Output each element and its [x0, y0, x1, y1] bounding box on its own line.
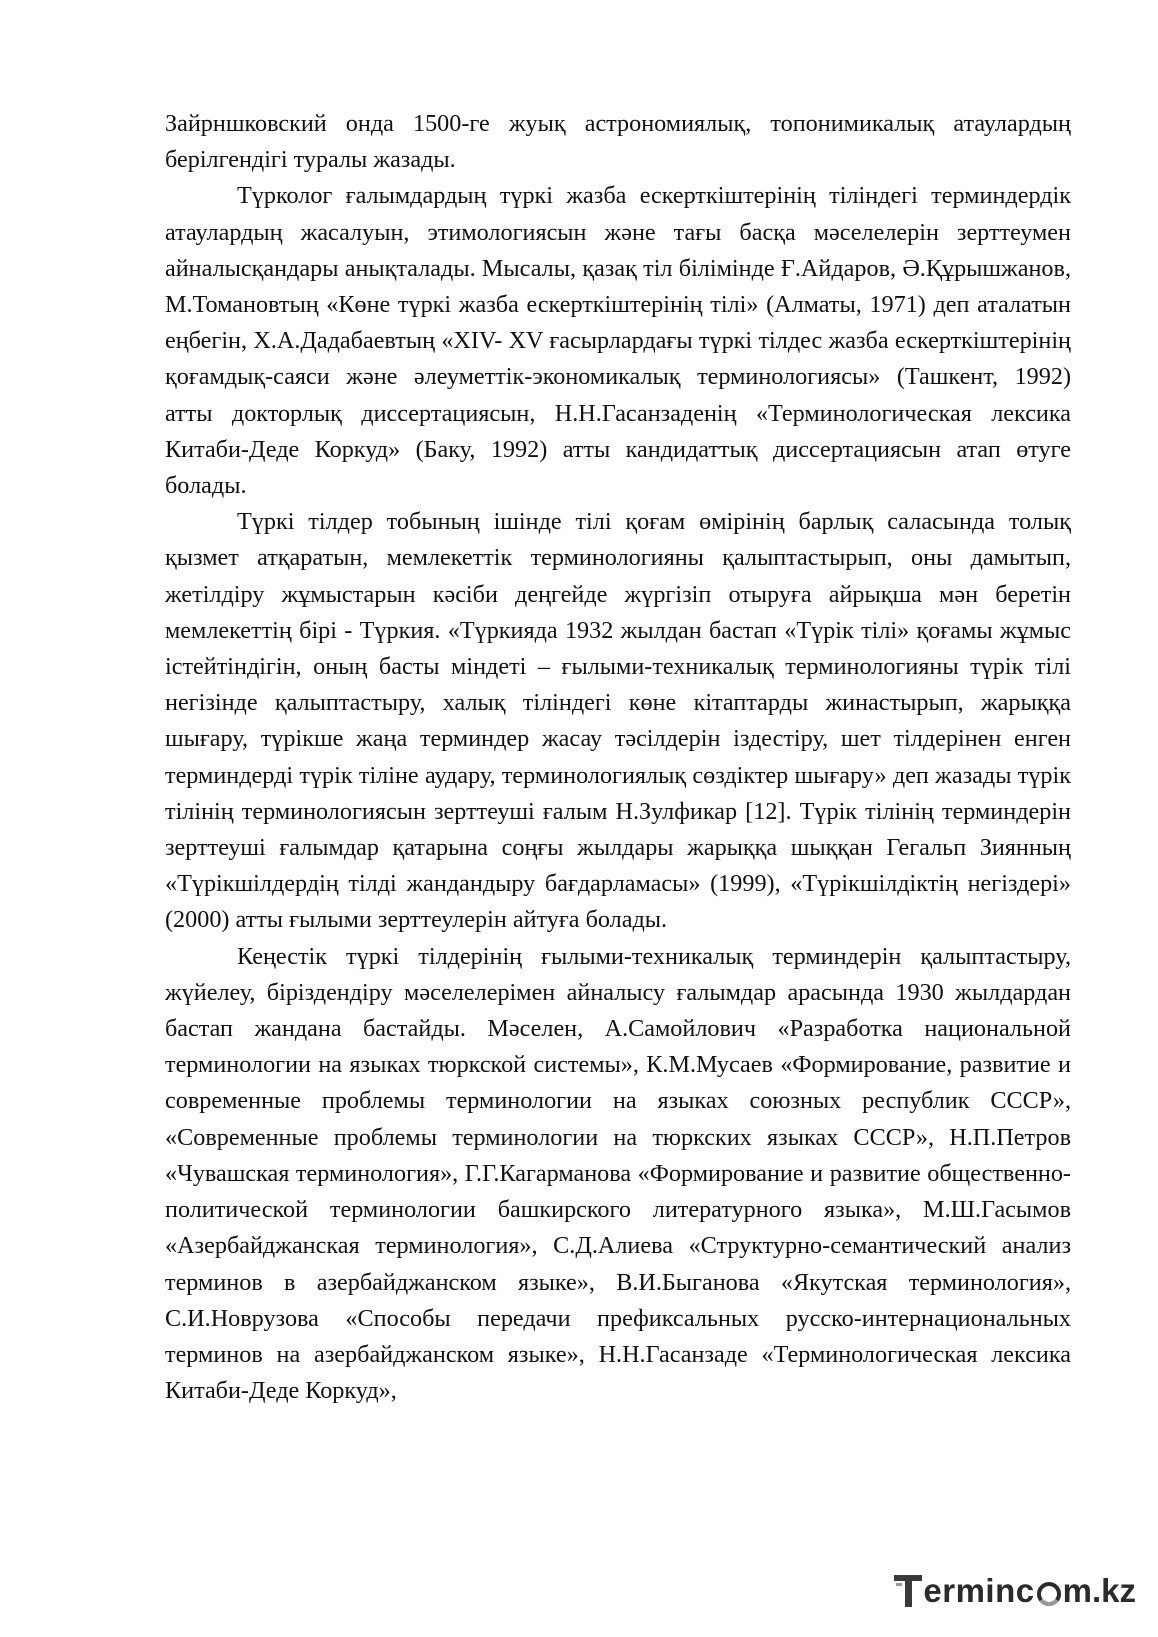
paragraph-4: Кеңестік түркі тілдерінің ғылыми-техникалық терминдерін қалыптастыру, жүйелеу, біріздендіру мәселелерімен айналысу ғалымдар арасында 1930 жылдардан бастап жандана бастайды. Мәселен, А.Самойлович «Разработка национальной терминологии на языках тюркской системы», К.М.Мусаев «Формирование, развитие и современные проблемы терминологии на языках союзных республик СССР», «Современные проблемы терминологии на тюркских языках СССР», Н.П.Петров «Чувашская терминология», Г.Г.Кагарманова «Формирование и развитие общественно-политической терминологии башкирского литературного языка», М.Ш.Гасымов «Азербайджанская терминология», С.Д.Алиева «Структурно-семантический анализ терминов в азербайджанском языке», В.И.Быганова «Якутская терминология», С.И.Новрузова «Способы передачи префиксальных русско-интернациональных терминов на азербайджанском языке», Н.Н.Гасанзаде «Терминологическая лексика Китаби-Деде Коркуд»,: [165, 942, 1071, 1405]
logo-o-icon: [1035, 1580, 1063, 1608]
logo-text-part1: ermin: [923, 1572, 1016, 1609]
logo-text-part3: m.kz: [1062, 1572, 1136, 1609]
logo-text-part2: c: [1015, 1572, 1035, 1609]
paragraph-1: Зайрншковский онда 1500-ге жуық астрономиялық, топонимикалық атаулардың берілгендігі туралы жазады.: [165, 110, 1071, 174]
termincom-watermark-logo: [894, 1563, 1136, 1619]
paragraph-2: Түрколог ғалымдардың түркі жазба ескерткіштерінің тіліндегі терминдердік атаулардың жасалуын, этимологиясын және тағы басқа мәселелерін зерттеумен айналысқандары анықталады. Мысалы, қазақ тіл білімінде Ғ.Айдаров, Ә.Құрышжанов, М.Томановтың «Көне түркі жазба ескерткіштерінің тілі» (Алматы, 1971) деп аталатын еңбегін, Х.А.Дадабаевтың «XIV- XV ғасырлардағы түркі тілдес жазба ескерткіштерінің қоғамдық-саяси және әлеуметтік-экономикалық терминологиясы» (Ташкент, 1992) атты докторлық диссертациясын, Н.Н.Гасанзаденің «Терминологическая лексика Китаби-Деде Коркуд» (Баку, 1992) атты кандидаттық диссертациясын атап өтуге болады.: [165, 182, 1071, 500]
body-text: [165, 106, 1071, 1409]
paragraph-3: Түркі тілдер тобының ішінде тілі қоғам өмірінің барлық саласында толық қызмет атқаратын, мемлекеттік терминологияны қалыптастырып, оны дамытып, жетілдіру жұмыстарын кәсіби деңгейде жүргізіп отыруға айрықша мән беретін мемлекеттің бірі - Түркия. «Түркияда 1932 жылдан бастап «Түрік тілі» қоғамы жұмыс істейтіндігін, оның басты міндеті – ғылыми-техникалық терминологияны түрік тілі негізінде қалыптастыру, халық тіліндегі көне кітаптарды жинастырып, жарыққа шығару, түрікше жаңа терминдер жасау тәсілдерін іздестіру, шет тілдерінен енген терминдерді түрік тіліне аудару, терминологиялық сөздіктер шығару» деп жазады түрік тілінің терминологиясын зерттеуші ғалым Н.Зулфикар [12]. Түрік тілінің терминдерін зерттеуші ғалымдар қатарына соңғы жылдары жарыққа шыққан Гегальп Зиянның «Түрікшілдердің тілді жандандыру бағдарламасы» (1999), «Түрікшілдіктің негіздері» (2000) атты ғылыми зерттеулерін айтуға болады.: [165, 508, 1071, 934]
logo-t-icon: [894, 1571, 922, 1611]
